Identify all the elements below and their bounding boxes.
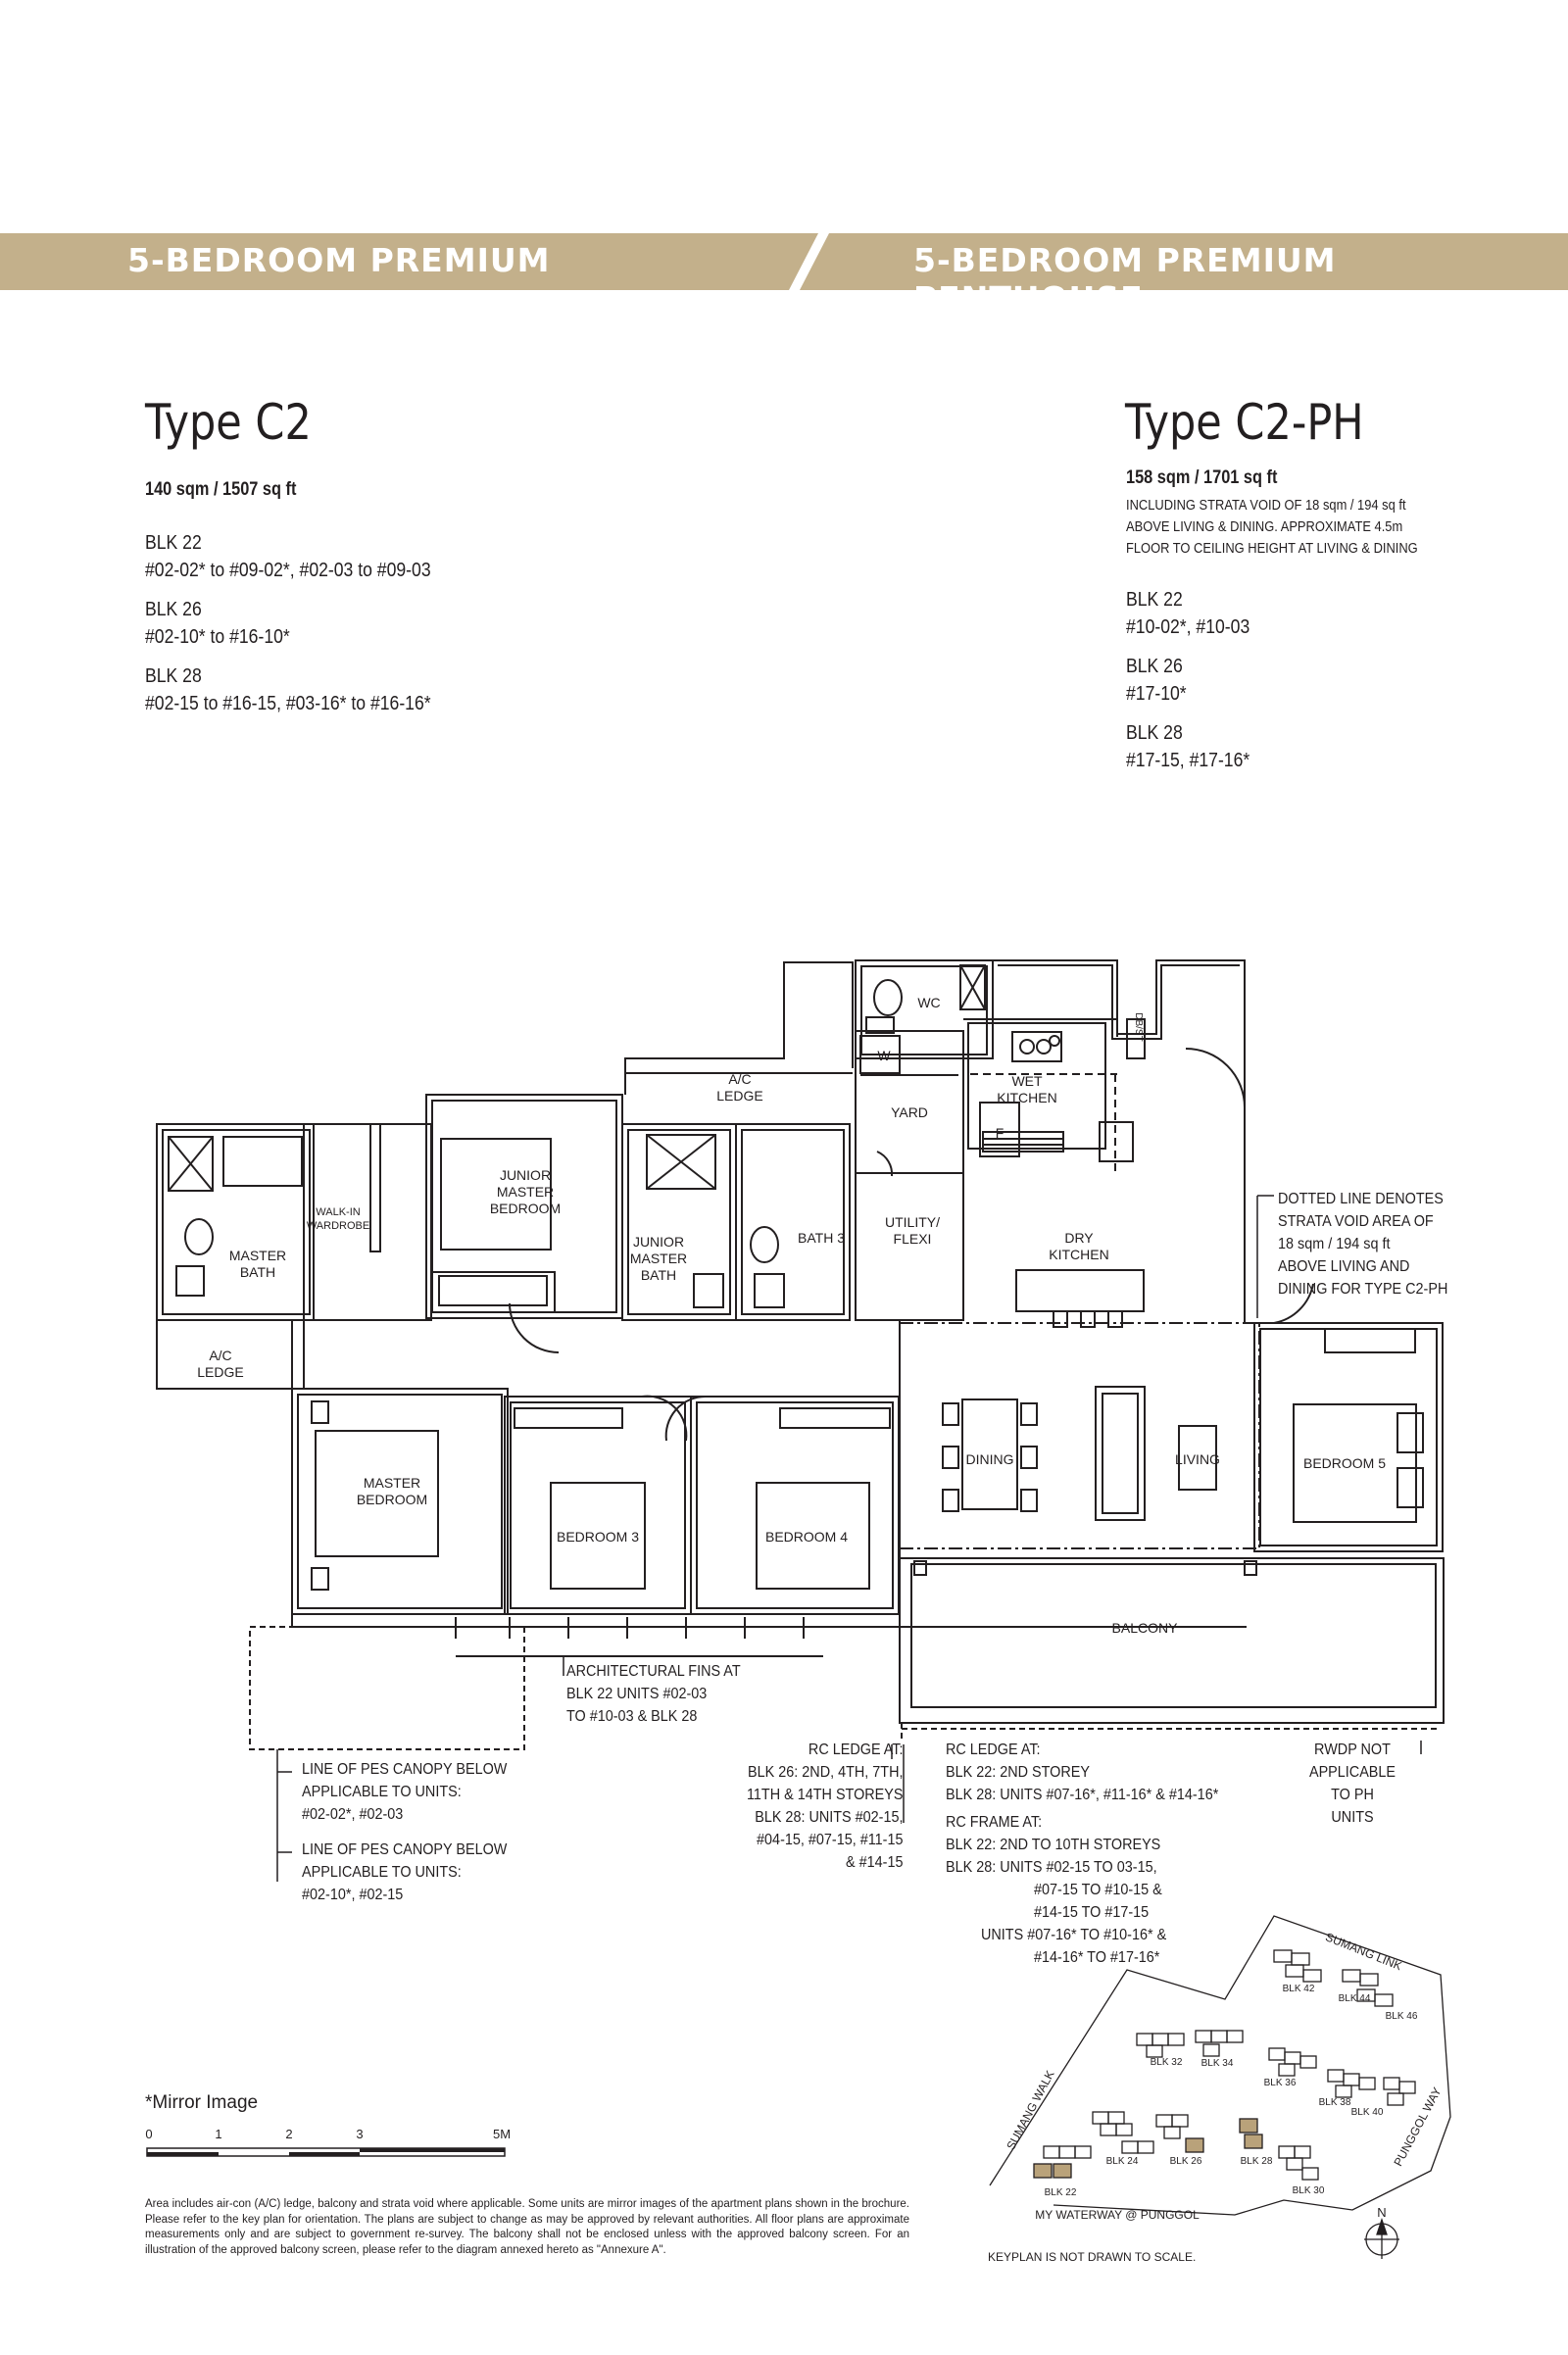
label-fridge: F	[995, 1125, 1004, 1141]
yard-area	[856, 1031, 963, 1173]
label-wc: WC	[917, 995, 941, 1010]
svg-text:BLK 26: BLK 26	[1169, 2156, 1202, 2167]
svg-text:3: 3	[356, 2127, 364, 2141]
type-c2ph-block-26: BLK 26 #17-10*	[1126, 656, 1187, 705]
bath-3	[736, 1124, 850, 1320]
pes-canopy-line	[250, 1627, 524, 1749]
keyplan-sumang-link: SUMANG LINK	[1323, 1930, 1404, 1974]
type-c2ph-strata-note: INCLUDING STRATA VOID OF 18 sqm / 194 sq ft ABOVE LIVING & DINING. APPROXIMATE 4.5m FLOOR TO CEILING HEIGHT AT LIVING & DINING	[1126, 497, 1418, 557]
label-master-bath: MASTER BATH	[228, 1248, 287, 1280]
type-c2-block-28: BLK 28 #02-15 to #16-15, #03-16* to #16-16*	[145, 665, 431, 714]
label-wet-kitchen: WET KITCHEN	[997, 1073, 1057, 1105]
type-c2-area: 140 sqm / 1507 sq ft	[145, 479, 297, 500]
label-bedroom3: BEDROOM 3	[556, 1529, 640, 1545]
label-db: DB/ST	[1133, 1012, 1144, 1042]
svg-text:BLK 38: BLK 38	[1318, 2097, 1351, 2108]
label-ac-ledge-left: A/C LEDGE	[197, 1348, 244, 1380]
keyplan-north-label: N	[1377, 2205, 1387, 2220]
label-junior-master-bedroom: JUNIOR MASTER BEDROOM	[489, 1167, 562, 1216]
master-bath-block	[157, 1124, 314, 1320]
svg-text:2: 2	[285, 2127, 293, 2141]
svg-text:0: 0	[145, 2127, 153, 2141]
svg-text:BLK 46: BLK 46	[1385, 2011, 1418, 2022]
label-bath3: BATH 3	[798, 1230, 845, 1246]
label-ac-ledge-top: A/C LEDGE	[716, 1071, 763, 1104]
keyplan-sumang-walk: SUMANG WALK	[1004, 2068, 1057, 2152]
type-c2-block-22: BLK 22 #02-02* to #09-02*, #02-03 to #09-03	[145, 532, 431, 581]
svg-text:BLK 42: BLK 42	[1282, 1984, 1315, 1994]
label-bedroom4: BEDROOM 4	[764, 1529, 849, 1545]
note-pes-canopy-1: LINE OF PES CANOPY BELOW APPLICABLE TO UNITS: #02-02*, #02-03	[302, 1761, 508, 1823]
svg-text:BLK 24: BLK 24	[1105, 2156, 1139, 2167]
label-balcony: BALCONY	[1111, 1620, 1178, 1636]
svg-text:BLK 32: BLK 32	[1150, 2057, 1183, 2068]
mirror-image-label: *Mirror Image	[145, 2092, 259, 2113]
note-rc-frame: RC FRAME AT: BLK 22: 2ND TO 10TH STOREYS BLK 28: UNITS #02-15 TO 03-15, #07-15 TO #10-15 & #14-15 TO #17-15 UNITS #07-16* TO #10-16* & #14-16* TO #17-16*	[946, 1814, 1167, 1966]
svg-text:BLK 22: BLK 22	[1044, 2187, 1077, 2198]
junior-master-bath	[622, 1124, 736, 1320]
type-c2-title: Type C2	[145, 394, 312, 451]
label-utility: UTILITY/ FLEXI	[884, 1214, 941, 1247]
type-c2-block-26: BLK 26 #02-10* to #16-10*	[145, 599, 290, 648]
note-rwdp: RWDP NOT APPLICABLE TO PH UNITS	[1308, 1742, 1396, 1826]
note-architectural-fins: ARCHITECTURAL FINS AT BLK 22 UNITS #02-03 TO #10-03 & BLK 28	[566, 1663, 741, 1725]
bedroom-4	[691, 1397, 899, 1614]
banner-title-left: 5-BEDROOM PREMIUM	[127, 241, 551, 279]
label-w: W	[877, 1048, 891, 1063]
svg-text:1: 1	[215, 2127, 222, 2141]
label-walk-in-wardrobe: WALK-IN WARDROBE	[306, 1206, 370, 1232]
svg-text:BLK 30: BLK 30	[1292, 2185, 1325, 2196]
label-dry-kitchen: DRY KITCHEN	[1049, 1230, 1109, 1262]
keyplan	[975, 1911, 1455, 2264]
keyplan-waterway: MY WATERWAY @ PUNGGOL	[1035, 2208, 1200, 2222]
svg-text:5M: 5M	[492, 2127, 512, 2141]
keyplan-highlighted-units	[1034, 2119, 1262, 2178]
bedroom-3	[505, 1397, 691, 1614]
keyplan-punggol-way: PUNGGOL WAY	[1391, 2085, 1445, 2169]
label-bedroom5: BEDROOM 5	[1302, 1455, 1387, 1471]
svg-text:BLK 40: BLK 40	[1350, 2107, 1384, 2118]
scale-bar	[137, 2125, 529, 2164]
note-rc-ledge-right: RC LEDGE AT: BLK 22: 2ND STOREY BLK 28: UNITS #07-16*, #11-16* & #14-16*	[946, 1742, 1219, 1803]
kitchen-island	[1016, 1270, 1144, 1311]
bedroom-5	[1254, 1323, 1443, 1551]
label-junior-master-bath: JUNIOR MASTER BATH	[629, 1234, 688, 1283]
note-rc-ledge-left: RC LEDGE AT: BLK 26: 2ND, 4TH, 7TH, 11TH & 14TH STOREYS BLK 28: UNITS #02-15, #04-15, #07-15, #11-15 & #14-15	[746, 1742, 904, 1871]
svg-text:BLK 34: BLK 34	[1200, 2058, 1234, 2069]
keyplan-note: KEYPLAN IS NOT DRAWN TO SCALE.	[988, 2250, 1197, 2264]
label-dining: DINING	[965, 1451, 1014, 1467]
strata-void-line	[900, 1323, 1259, 1548]
note-dotted-line: DOTTED LINE DENOTES STRATA VOID AREA OF 18 sqm / 194 sq ft ABOVE LIVING AND DINING FOR TYPE C2-PH	[1278, 1191, 1448, 1298]
utility-room	[856, 1173, 963, 1320]
note-pes-canopy-2: LINE OF PES CANOPY BELOW APPLICABLE TO UNITS: #02-10*, #02-15	[302, 1841, 508, 1903]
type-c2ph-area: 158 sqm / 1701 sq ft	[1126, 467, 1278, 488]
banner-title-right: 5-BEDROOM PREMIUM PENTHOUSE	[913, 241, 1337, 318]
type-c2ph-block-22: BLK 22 #10-02*, #10-03	[1126, 589, 1250, 638]
type-c2ph-block-28: BLK 28 #17-15, #17-16*	[1126, 722, 1250, 771]
disclaimer: Area includes air-con (A/C) ledge, balcony and strata void where applicable. Some units are mirror images of the apartment plans shown in the brochure. Please refer to the key plan for orientation. The plans are subject to change as may be approved by relevant authorities. All floor plans are approximate measurements only and are subject to government re-survey. The balcony shall not be enclosed unless with the approved balcony screen. For an illustration of the approved balcony screen, please refer to the diagram annexed hereto as "Annexure A".	[145, 2198, 909, 2256]
type-c2ph-title: Type C2-PH	[1125, 394, 1364, 451]
balcony	[900, 1558, 1444, 1723]
label-living: LIVING	[1175, 1451, 1220, 1467]
svg-text:BLK 28: BLK 28	[1240, 2156, 1273, 2167]
svg-text:BLK 36: BLK 36	[1263, 2078, 1297, 2088]
svg-text:BLK 44: BLK 44	[1338, 1993, 1371, 2004]
label-master-bedroom: MASTER BEDROOM	[356, 1475, 428, 1507]
label-yard: YARD	[891, 1104, 928, 1120]
